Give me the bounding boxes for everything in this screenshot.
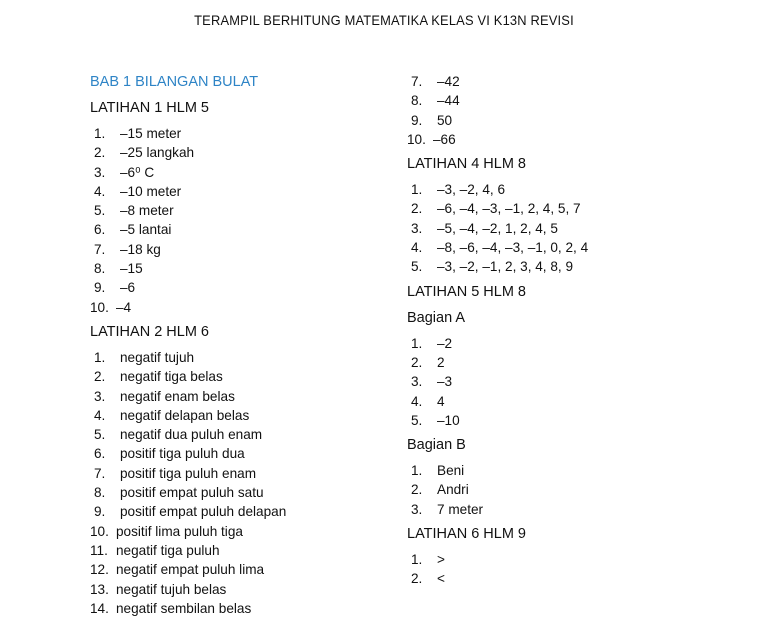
list-item — [90, 367, 390, 386]
item-number: 2. — [94, 369, 106, 385]
list-item — [407, 111, 747, 130]
item-text: –5, –4, –2, 1, 2, 4, 5 — [437, 220, 558, 236]
list-item — [90, 406, 390, 425]
chapter-heading: BAB 1 BILANGAN BULAT — [90, 74, 259, 90]
list-item — [90, 502, 390, 521]
item-text: 7 meter — [437, 501, 484, 517]
left-column — [90, 72, 390, 623]
item-text: –25 langkah — [120, 145, 195, 161]
item-text: negatif dua puluh enam — [120, 427, 263, 443]
item-text: < — [437, 571, 445, 587]
item-text: –44 — [437, 93, 460, 109]
latihan-4-list — [407, 180, 747, 276]
latihan-6-list — [407, 550, 747, 589]
list-item — [90, 425, 390, 444]
item-text: –6, –4, –3, –1, 2, 4, 5, 7 — [437, 201, 581, 217]
item-text: –42 — [437, 74, 460, 89]
item-number: 8. — [94, 261, 106, 277]
item-number: 2. — [411, 571, 423, 587]
list-item — [90, 580, 390, 599]
list-item — [90, 560, 390, 579]
item-text: negatif tiga puluh — [116, 542, 220, 558]
latihan-2-list — [90, 348, 390, 618]
list-item — [407, 130, 747, 149]
item-text: –8 meter — [120, 203, 174, 219]
item-text: Andri — [437, 482, 469, 498]
item-number: 2. — [411, 354, 423, 370]
item-text: –3, –2, –1, 2, 3, 4, 8, 9 — [437, 259, 574, 275]
list-item — [407, 411, 747, 430]
item-text: –4 — [116, 299, 132, 315]
list-item — [90, 182, 390, 201]
list-item — [90, 220, 390, 239]
item-number: 10. — [407, 131, 426, 147]
list-item — [407, 180, 747, 199]
item-number: 5. — [411, 412, 423, 428]
item-text: negatif empat puluh lima — [116, 562, 265, 578]
item-number: 7. — [411, 74, 423, 89]
list-item — [90, 259, 390, 278]
list-item — [407, 461, 747, 480]
list-item — [407, 72, 747, 91]
list-item — [90, 444, 390, 463]
list-item — [407, 238, 747, 257]
list-item — [407, 91, 747, 110]
item-text: –8, –6, –4, –3, –1, 0, 2, 4 — [437, 240, 589, 256]
list-item — [90, 541, 390, 560]
item-number: 1. — [411, 182, 423, 198]
latihan-2-heading: LATIHAN 2 HLM 6 — [90, 323, 209, 340]
list-item — [90, 163, 390, 182]
item-text: –15 meter — [120, 126, 182, 141]
item-text: 4 — [437, 393, 445, 409]
item-number: 5. — [94, 427, 106, 443]
item-text: –10 meter — [120, 183, 182, 199]
latihan-1-list — [90, 124, 390, 317]
item-text: negatif delapan belas — [120, 407, 250, 423]
item-number: 2. — [94, 145, 106, 161]
item-text: –6 — [120, 280, 136, 296]
item-number: 3. — [411, 374, 423, 390]
item-number: 14. — [90, 600, 109, 616]
list-item — [90, 599, 390, 618]
list-item — [90, 348, 390, 367]
bagian-b-label: Bagian B — [407, 437, 466, 454]
item-text: –15 — [120, 261, 143, 277]
document-title: TERAMPIL BERHITUNG MATEMATIKA KELAS VI K13N REVISI — [194, 12, 574, 28]
item-number: 1. — [411, 335, 423, 351]
item-number: 9. — [411, 112, 423, 128]
item-number: 7. — [94, 465, 106, 481]
item-text: negatif tujuh — [120, 349, 195, 365]
item-text: 2 — [437, 354, 445, 370]
item-number: 4. — [411, 240, 423, 256]
item-text: 50 — [437, 112, 453, 128]
item-number: 2. — [411, 201, 423, 217]
item-number: 1. — [94, 349, 106, 365]
latihan-6-heading: LATIHAN 6 HLM 9 — [407, 526, 526, 543]
list-item — [407, 500, 747, 519]
latihan-5-heading: LATIHAN 5 HLM 8 — [407, 283, 526, 300]
item-number: 4. — [411, 393, 423, 409]
item-number: 3. — [411, 501, 423, 517]
list-item — [90, 240, 390, 259]
list-item — [90, 387, 390, 406]
list-item — [407, 353, 747, 372]
list-item — [407, 372, 747, 391]
bagian-a-label: Bagian A — [407, 309, 466, 326]
list-item — [407, 199, 747, 218]
item-number: 5. — [94, 203, 106, 219]
item-text: positif empat puluh delapan — [120, 504, 287, 520]
item-number: 11. — [90, 542, 108, 558]
item-number: 10. — [90, 299, 109, 315]
list-item — [90, 483, 390, 502]
item-number: 6. — [94, 222, 106, 238]
item-text: –5 lantai — [120, 222, 172, 238]
list-item — [407, 550, 747, 569]
item-text: –6⁰ C — [120, 164, 155, 180]
list-item — [407, 257, 747, 276]
item-text: negatif tujuh belas — [116, 581, 227, 597]
item-number: 2. — [411, 482, 423, 498]
item-number: 1. — [411, 552, 423, 568]
item-number: 7. — [94, 241, 106, 257]
list-item — [407, 480, 747, 499]
latihan-4-heading: LATIHAN 4 HLM 8 — [407, 156, 526, 173]
bagian-a-list — [407, 334, 747, 430]
item-text: –3, –2, 4, 6 — [437, 182, 506, 198]
item-number: 3. — [411, 220, 423, 236]
list-item — [90, 298, 390, 317]
item-number: 8. — [94, 485, 106, 501]
item-text: negatif enam belas — [120, 388, 235, 404]
item-text: –2 — [437, 335, 453, 351]
right-column — [407, 72, 747, 594]
item-number: 12. — [90, 562, 109, 578]
item-text: –3 — [437, 374, 453, 390]
list-item — [90, 124, 390, 143]
item-number: 3. — [94, 388, 106, 404]
item-number: 6. — [94, 446, 106, 462]
list-item — [90, 278, 390, 297]
item-number: 3. — [94, 164, 106, 180]
item-number: 4. — [94, 407, 106, 423]
item-text: –18 kg — [120, 241, 161, 257]
list-item — [407, 334, 747, 353]
item-text: –66 — [433, 131, 456, 147]
item-number: 1. — [94, 126, 106, 141]
list-item — [407, 392, 747, 411]
list-item — [90, 522, 390, 541]
bagian-b-list — [407, 461, 747, 519]
item-number: 10. — [90, 523, 109, 539]
item-text: Beni — [437, 463, 465, 479]
item-number: 5. — [411, 259, 423, 275]
item-number: 9. — [94, 504, 106, 520]
item-text: –10 — [437, 412, 460, 428]
item-text: positif empat puluh satu — [120, 485, 264, 501]
item-text: > — [437, 552, 445, 568]
item-number: 1. — [411, 463, 423, 479]
item-text: positif tiga puluh enam — [120, 465, 257, 481]
latihan-1-heading: LATIHAN 1 HLM 5 — [90, 100, 209, 116]
item-text: negatif tiga belas — [120, 369, 223, 385]
latihan-3-continued-list — [407, 72, 747, 149]
item-number: 8. — [411, 93, 423, 109]
item-number: 4. — [94, 183, 106, 199]
item-number: 9. — [94, 280, 106, 296]
item-text: negatif sembilan belas — [116, 600, 252, 616]
list-item — [90, 201, 390, 220]
item-number: 13. — [90, 581, 109, 597]
list-item — [407, 569, 747, 588]
list-item — [90, 464, 390, 483]
list-item — [407, 219, 747, 238]
item-text: positif lima puluh tiga — [116, 523, 243, 539]
item-text: positif tiga puluh dua — [120, 446, 245, 462]
list-item — [90, 143, 390, 162]
